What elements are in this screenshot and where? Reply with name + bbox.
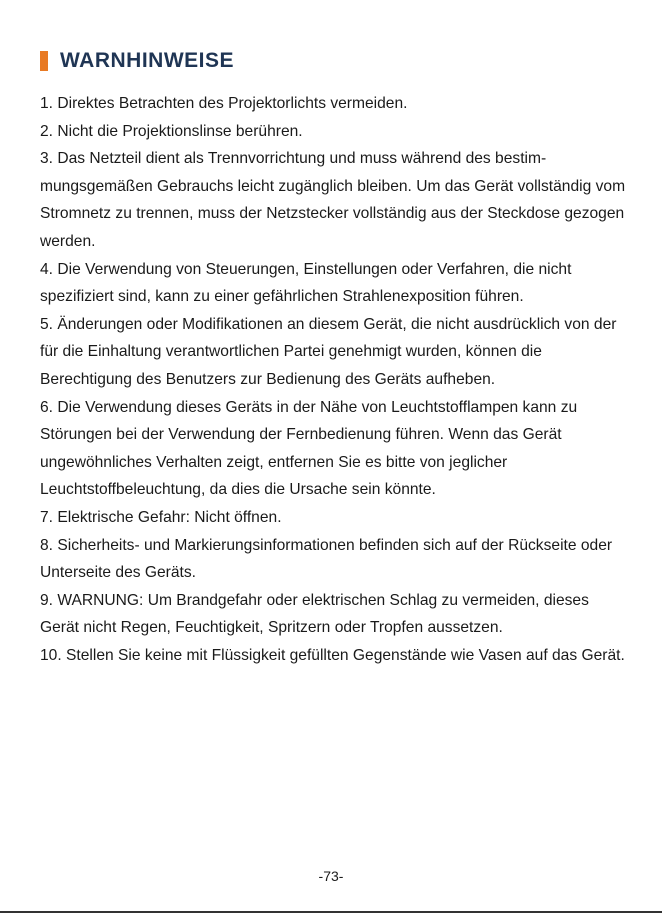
heading-accent-bar: [40, 51, 48, 71]
section-title: WARNHINWEISE: [60, 49, 234, 72]
page-number: -73-: [318, 868, 344, 884]
warning-item-6: 6. Die Verwendung dieses Geräts in der Nähe von Leuchtstofflampen kann zu Störungen bei der Verwendung der Fernbedienung führen. Wenn das Gerät ungewöhnliches Verhalten zeigt, entfernen Sie es bitte von jeglicher Leuchtstoffbeleuchtung, da dies die Ursache sein könnte.: [40, 398, 578, 499]
warning-item-10: 10. Stellen Sie keine mit Flüssigkeit gefüllten Gegenstände wie Vasen auf das Gerät.: [40, 646, 625, 664]
warning-item-3: 3. Das Netzteil dient als Trennvorrichtung und muss während des bestim-mungsgemäßen Gebrauchs leicht zugänglich bleiben. Um das Gerät vollständig vom Stromnetz zu trennen, muss der Netzstecker vollständig aus der Steckdose gezogen werden.: [40, 150, 626, 250]
warning-item-4: 4. Die Verwendung von Steuerungen, Einstellungen oder Verfahren, die nicht spezifiziert sind, kann zu einer gefährlichen Strahlenexposition führen.: [40, 260, 572, 306]
warning-item-2: 2. Nicht die Projektionslinse berühren.: [40, 122, 303, 140]
warning-item-9: 9. WARNUNG: Um Brandgefahr oder elektrischen Schlag zu vermeiden, dieses Gerät nicht Regen, Feuchtigkeit, Spritzern oder Tropfen aussetzen.: [40, 591, 589, 637]
warning-list: [40, 90, 630, 669]
section-heading: [40, 49, 234, 73]
bottom-divider: [0, 911, 662, 913]
warning-item-1: 1. Direktes Betrachten des Projektorlichts vermeiden.: [40, 95, 408, 112]
warning-item-8: 8. Sicherheits- und Markierungsinformationen befinden sich auf der Rückseite oder Unterseite des Geräts.: [40, 536, 613, 582]
warning-item-7: 7. Elektrische Gefahr: Nicht öffnen.: [40, 508, 282, 526]
warning-item-5: 5. Änderungen oder Modifikationen an diesem Gerät, die nicht ausdrücklich von der für die Einhaltung verantwortlichen Partei genehmigt wurden, können die Berechtigung des Benutzers zur Bedienung des Geräts aufheben.: [40, 315, 617, 388]
